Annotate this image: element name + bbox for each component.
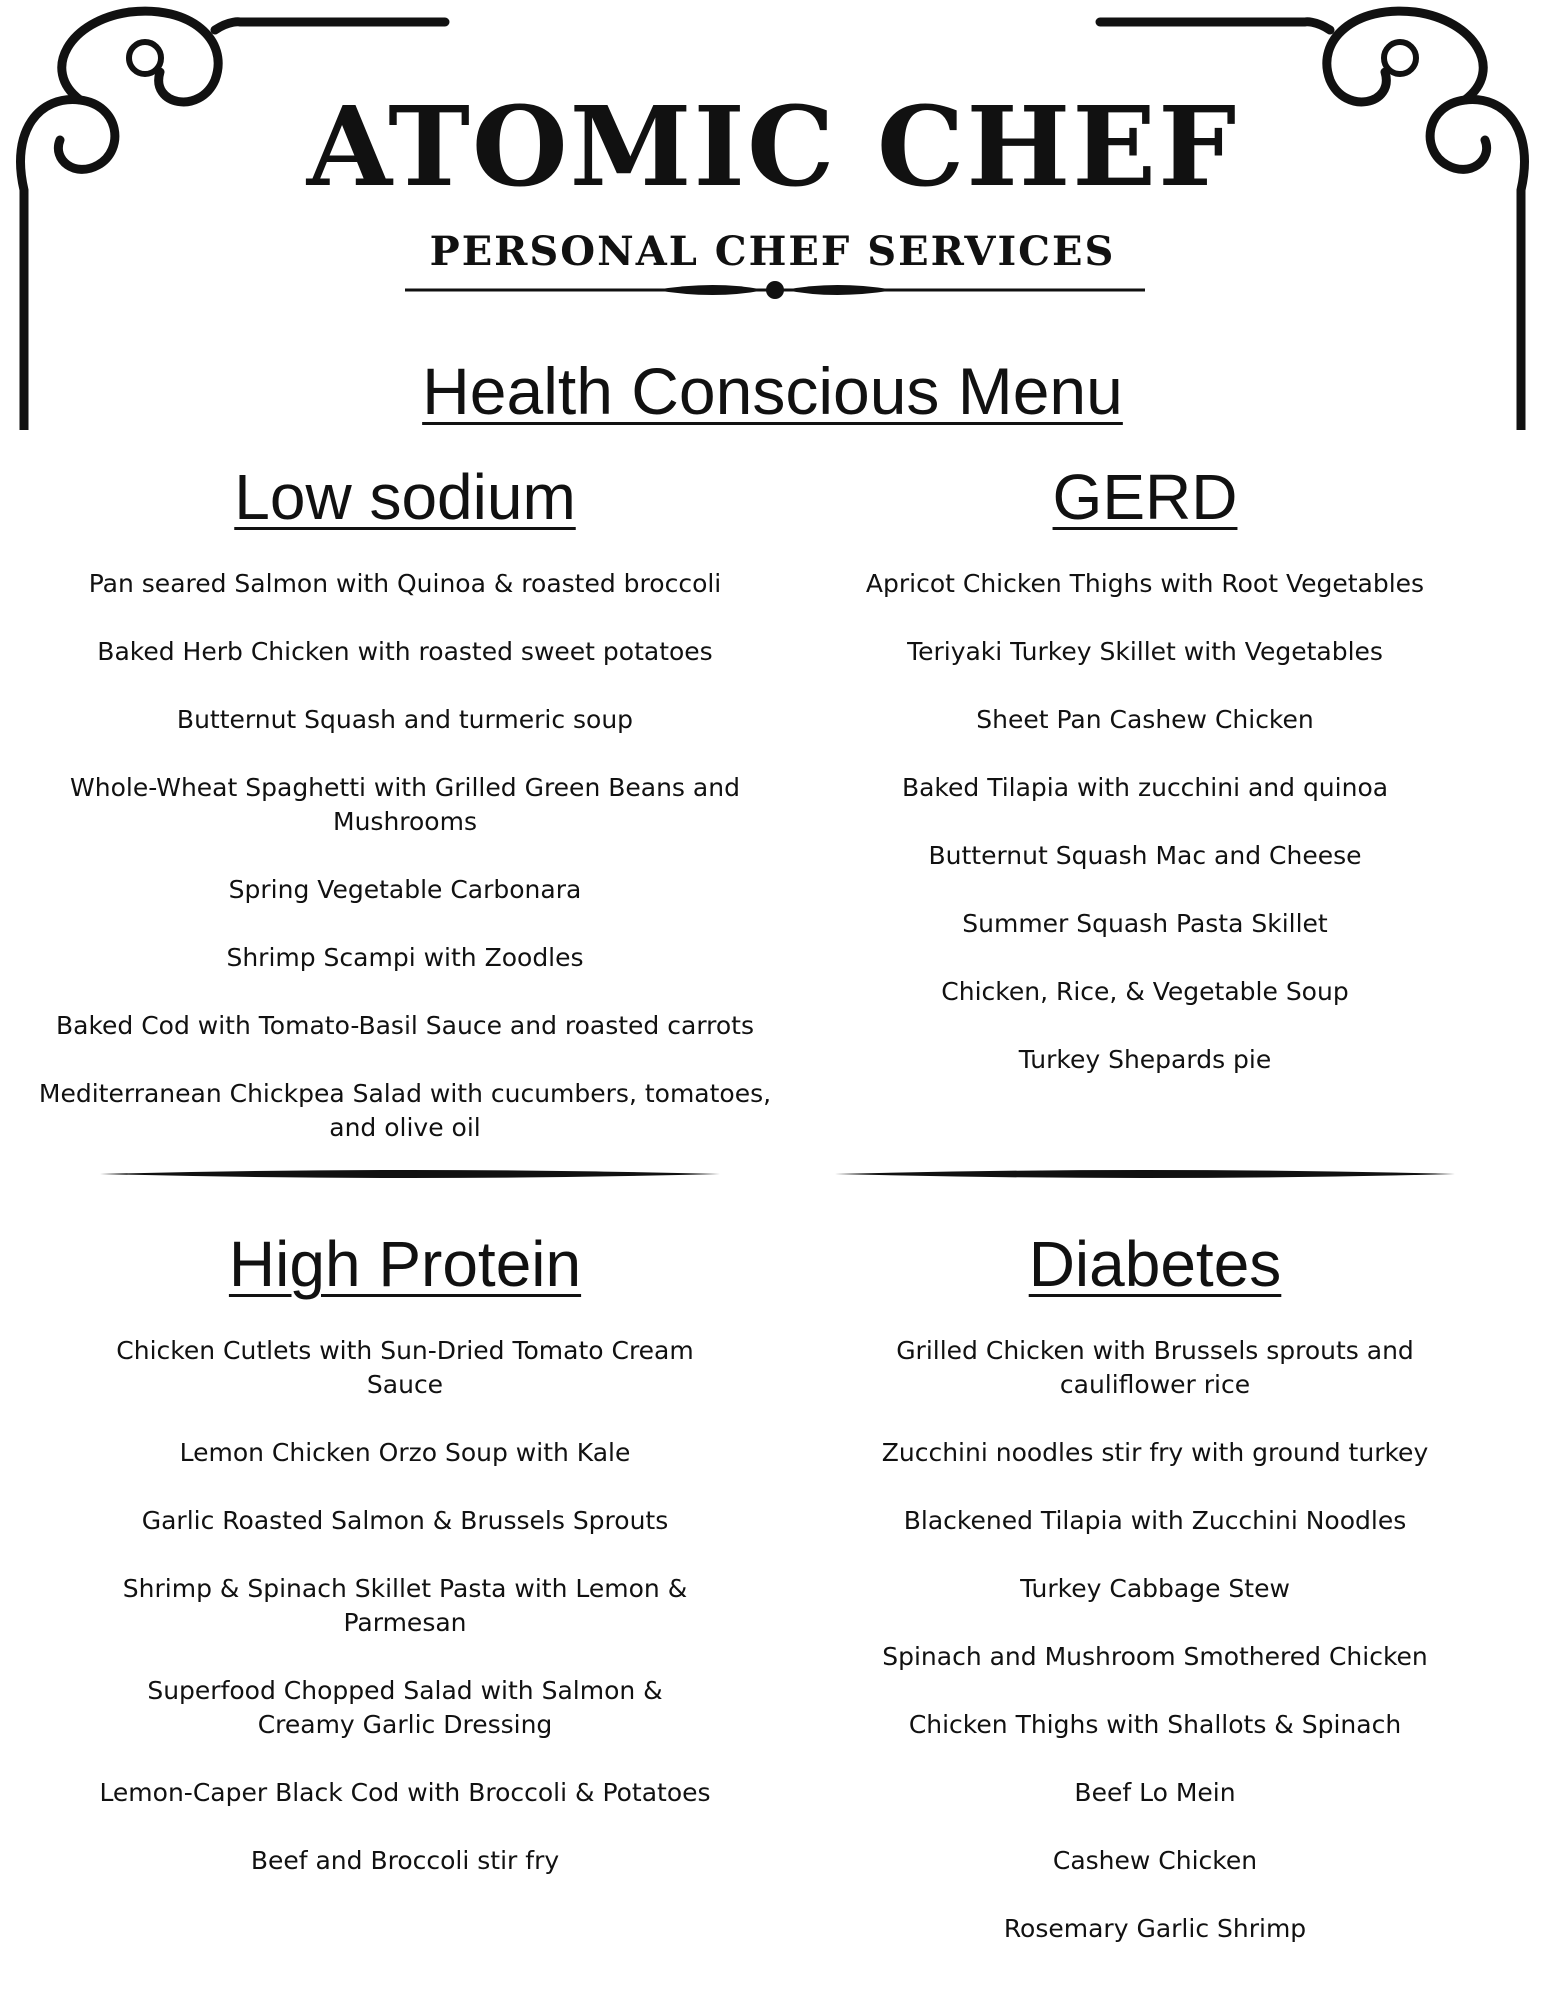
menu-item: Rosemary Garlic Shrimp — [1003, 1914, 1307, 1943]
menu-item: Beef Lo Mein — [1074, 1778, 1236, 1807]
menu-list — [800, 567, 1490, 1077]
brand-logo-title: ATOMIC CHEF — [306, 82, 1239, 211]
menu-item: Grilled Chicken with Brussels sprouts and cauliflower rice — [896, 1336, 1414, 1399]
menu-item: Turkey Cabbage Stew — [1020, 1574, 1290, 1603]
menu-item: Spring Vegetable Carbonara — [228, 875, 582, 904]
section-title: Diabetes — [1028, 1228, 1282, 1300]
menu-list — [810, 1334, 1500, 1946]
menu-item: Spinach and Mushroom Smothered Chicken — [882, 1642, 1428, 1671]
menu-item: Sheet Pan Cashew Chicken — [976, 705, 1314, 734]
menu-item: Superfood Chopped Salad with Salmon & Creamy Garlic Dressing — [147, 1676, 663, 1739]
menu-item: Lemon Chicken Orzo Soup with Kale — [179, 1438, 631, 1467]
menu-item: Baked Cod with Tomato-Basil Sauce and roasted carrots — [55, 1011, 755, 1040]
brand-tagline: PERSONAL CHEF SERVICES — [429, 228, 1116, 275]
menu-item: Cashew Chicken — [1052, 1846, 1258, 1875]
menu-title: Health Conscious Menu — [422, 354, 1123, 428]
brand-ornament-rule — [405, 278, 1145, 302]
menu-item: Summer Squash Pasta Skillet — [962, 909, 1328, 938]
section-gerd — [800, 461, 1490, 1111]
section-title: High Protein — [228, 1228, 582, 1300]
menu-item: Butternut Squash and turmeric soup — [176, 705, 634, 734]
section-low-sodium — [0, 461, 810, 1179]
menu-item: Baked Tilapia with zucchini and quinoa — [901, 773, 1389, 802]
menu-item: Zucchini noodles stir fry with ground turkey — [881, 1438, 1429, 1467]
menu-item: Chicken Thighs with Shallots & Spinach — [908, 1710, 1402, 1739]
menu-item: Shrimp Scampi with Zoodles — [226, 943, 584, 972]
section-title: Low sodium — [234, 461, 576, 533]
menu-item: Chicken Cutlets with Sun-Dried Tomato Cream Sauce — [116, 1336, 694, 1399]
menu-item: Garlic Roasted Salmon & Brussels Sprouts — [141, 1506, 669, 1535]
menu-item: Chicken, Rice, & Vegetable Soup — [941, 977, 1349, 1006]
menu-item: Lemon-Caper Black Cod with Broccoli & Potatoes — [99, 1778, 711, 1807]
menu-item: Beef and Broccoli stir fry — [250, 1846, 560, 1875]
section-title: GERD — [1052, 461, 1238, 533]
menu-item: Shrimp & Spinach Skillet Pasta with Lemon & Parmesan — [122, 1574, 688, 1637]
menu-item: Mediterranean Chickpea Salad with cucumbers, tomatoes, and olive oil — [38, 1079, 772, 1142]
menu-item: Apricot Chicken Thighs with Root Vegetables — [865, 569, 1425, 598]
menu-item: Pan seared Salmon with Quinoa & roasted broccoli — [88, 569, 722, 598]
section-diabetes — [810, 1228, 1500, 1980]
menu-item: Baked Herb Chicken with roasted sweet potatoes — [97, 637, 713, 666]
section-high-protein — [80, 1228, 730, 1912]
menu-item: Turkey Shepards pie — [1018, 1045, 1272, 1074]
menu-list — [0, 567, 810, 1145]
menu-item: Whole-Wheat Spaghetti with Grilled Green Beans and Mushrooms — [70, 773, 740, 836]
menu-item: Blackened Tilapia with Zucchini Noodles — [903, 1506, 1407, 1535]
menu-item: Butternut Squash Mac and Cheese — [928, 841, 1362, 870]
section-divider-right — [835, 1168, 1455, 1180]
menu-list — [80, 1334, 730, 1878]
section-divider-left — [100, 1168, 720, 1180]
menu-item: Teriyaki Turkey Skillet with Vegetables — [907, 637, 1383, 666]
